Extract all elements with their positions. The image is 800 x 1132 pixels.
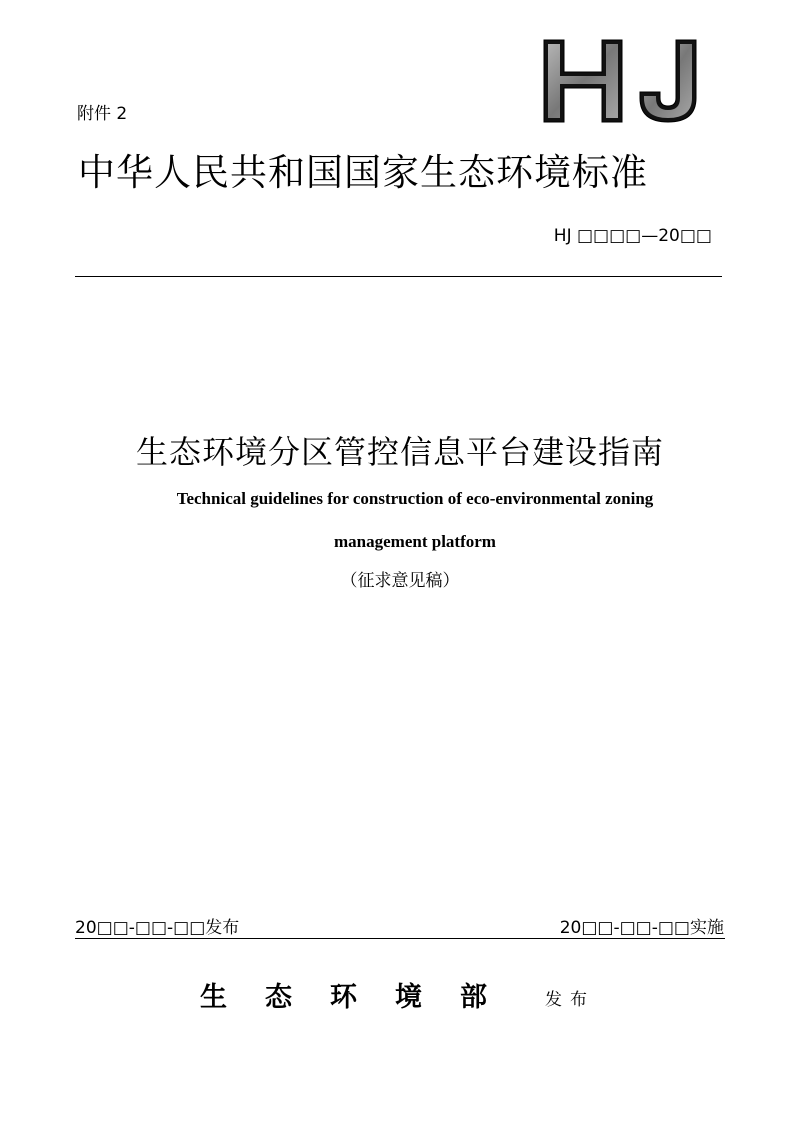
document-title-cn: 生态环境分区管控信息平台建设指南 (135, 433, 664, 471)
issuing-authority: 生态环境部 (200, 982, 525, 1013)
bottom-divider (75, 938, 725, 939)
attachment-label: 附件 2 (77, 104, 128, 124)
document-title-en-line2: management platform (334, 532, 496, 551)
draft-note: （征求意见稿） (340, 571, 460, 591)
standard-code: HJ □□□□—20□□ (553, 226, 712, 246)
top-divider (75, 276, 722, 277)
implement-date: 20□□-□□-□□实施 (559, 918, 724, 938)
hj-logo (540, 36, 702, 126)
standard-main-title: 中华人民共和国国家生态环境标准 (78, 151, 648, 194)
document-title-en-line1: Technical guidelines for construction of eco-environmental zoning (176, 489, 654, 508)
publish-date: 20□□-□□-□□发布 (75, 918, 240, 938)
issue-label: 发布 (545, 990, 595, 1010)
